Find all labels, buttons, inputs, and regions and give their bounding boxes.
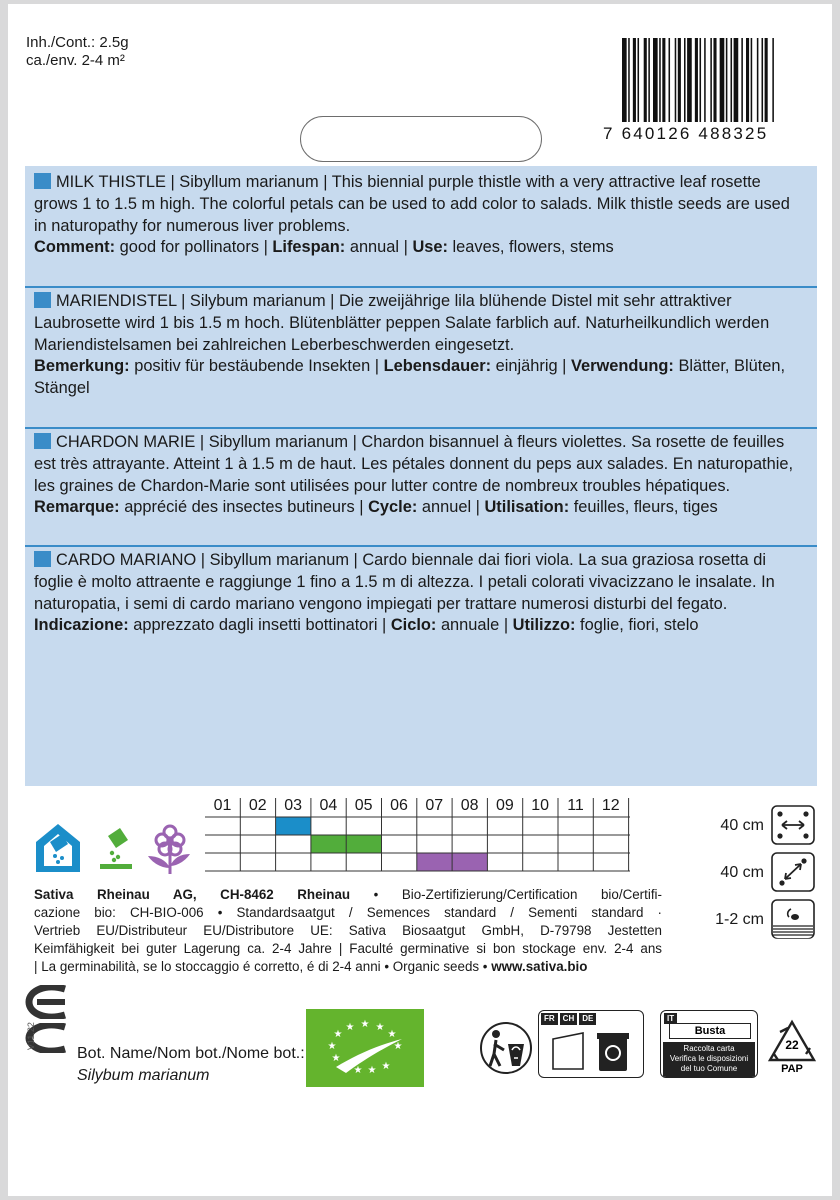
barcode-bar: [746, 38, 749, 122]
section-divider: [25, 545, 817, 547]
description-section: [25, 550, 817, 637]
barcode-bar: [662, 38, 665, 122]
botanical-name-block: [77, 1043, 305, 1087]
barcode-bar: [765, 38, 768, 122]
busta-info: Raccolta carta Verifica le disposizioni del tuo Comune: [663, 1042, 755, 1077]
country-recycling-box: [538, 1010, 644, 1078]
barcode: [620, 38, 820, 122]
barcode-bar: [720, 38, 725, 122]
description-section: [25, 172, 817, 259]
section-marker-icon: [34, 551, 51, 567]
barcode-bar: [695, 38, 698, 122]
calendar-month: 12: [601, 797, 620, 814]
hang-hole: [300, 116, 542, 162]
content-weight: Inh./Cont.: 2.5g: [26, 34, 129, 51]
calendar-month: 10: [531, 797, 550, 814]
barcode-bar: [700, 38, 702, 122]
svg-text:★: ★: [331, 1053, 341, 1064]
section-marker-icon: [34, 292, 51, 308]
pap-label: PAP: [781, 1063, 803, 1075]
description-line: foglie è molto attraente e raggiunge 1 fino a 1.5 m di altezza. I petali colorati vivacizzano le insalate. In: [34, 572, 775, 591]
calendar-mark-outdoor-sowing: [346, 835, 381, 853]
country-tag-it: IT: [664, 1013, 677, 1024]
calendar-mark-outdoor-sowing: [311, 835, 346, 853]
country-tag-de: DE: [579, 1013, 596, 1025]
description-line: MILK THISTLE | Sibyllum marianum | This biennial purple thistle with a very attractive leaf rosette: [34, 172, 807, 194]
barcode-bar: [678, 38, 681, 122]
svg-text:★: ★: [327, 1041, 337, 1052]
calendar-month: 09: [495, 797, 514, 814]
description-panel: [25, 166, 817, 786]
barcode-number: 7 640126 488325: [603, 124, 769, 143]
section-marker-icon: [34, 433, 51, 449]
flower-icon: [142, 820, 194, 876]
calendar-month: 06: [390, 797, 408, 814]
legal-line: Vertrieb EU/Distributeur EU/Distributore UE: Sativa Biosaatgut GmbH, D-79798 Jestetten: [34, 923, 662, 938]
barcode-bar: [675, 38, 677, 122]
details-line: Indicazione: apprezzato dagli insetti bottinatori | Ciclo: annuale | Utilizzo: foglie, fiori, stelo: [34, 616, 699, 635]
barcode-bar: [644, 38, 647, 122]
sowing-depth: 1-2 cm: [715, 911, 764, 928]
barcode-bar: [741, 38, 743, 122]
website-link[interactable]: www.sativa.bio: [491, 959, 588, 974]
barcode-bar: [751, 38, 753, 122]
country-tag-ch: CH: [560, 1013, 578, 1025]
e-mark-icon: [25, 985, 71, 1019]
recycle-person-icon: [478, 1020, 534, 1076]
barcode-bar: [633, 38, 636, 122]
svg-text:★: ★: [387, 1029, 397, 1040]
svg-text:★: ★: [393, 1041, 403, 1052]
row-distance-icon: [771, 805, 815, 845]
indoor-sowing-icon: [32, 820, 84, 876]
description-section: [25, 291, 817, 400]
svg-text:★: ★: [333, 1029, 343, 1040]
calendar-month: 05: [354, 797, 373, 814]
barcode-bar: [687, 38, 692, 122]
plant-distance-icon: [771, 852, 815, 892]
package-info: [26, 33, 129, 71]
barcode-bar: [669, 38, 671, 122]
svg-text:★: ★: [360, 1019, 370, 1030]
italy-recycling-box: [660, 1010, 758, 1078]
description-line: CARDO MARIANO | Sibyllum marianum | Cardo biennale dai fiori viola. La sua graziosa rosetta di: [34, 550, 807, 572]
description-line: est très attrayante. Atteint 1 à 1.5 m de haut. Les pétales donnent du peps aux salades. En naturopathie,: [34, 454, 794, 473]
pap-number: 22: [785, 1038, 799, 1052]
details-line: Remarque: apprécié des insectes butineurs | Cycle: annuel | Utilisation: feuilles, fleurs, tiges: [34, 498, 718, 517]
busta-title: Busta: [669, 1023, 751, 1039]
section-divider: [25, 427, 817, 429]
barcode-bar: [757, 38, 759, 122]
svg-text:★: ★: [375, 1022, 385, 1033]
legal-line: cazione bio: CH-BIO-006 • Standardsaatgut / Semences standard / Sementi standard ·: [34, 905, 662, 920]
coverage-area: ca./env. 2-4 m²: [26, 52, 125, 69]
calendar-month: 03: [284, 797, 302, 814]
description-line: MARIENDISTEL | Silybum marianum | Die zweijährige lila blühende Distel mit sehr attraktiver: [34, 291, 807, 313]
barcode-bar: [762, 38, 764, 122]
barcode-bar: [653, 38, 658, 122]
calendar-month: 02: [248, 797, 267, 814]
description-line: Laubrosette wird 1 bis 1.5 m hoch. Blütenblätter peppen Salate farblich auf. Naturheilkundlich werden: [34, 313, 770, 332]
section-divider: [25, 286, 817, 288]
calendar-mark-flowering: [417, 853, 452, 871]
description-line: in naturopathy for numerous liver problems.: [34, 216, 351, 235]
barcode-bar: [726, 38, 728, 122]
company-name: Sativa Rheinau AG, CH-8462 Rheinau: [34, 887, 351, 902]
description-line: naturopatia, i semi di cardo mariano vengono impiegati per trattare numerosi disturbi del fegato.: [34, 594, 728, 613]
barcode-bar: [731, 38, 733, 122]
description-line: grows 1 to 1.5 m high. The colorful petals can be used to add color to salads. Milk thistle seeds are used: [34, 194, 790, 213]
plant-distance: 40 cm: [720, 864, 764, 881]
botanical-name: Silybum marianum: [77, 1067, 210, 1084]
svg-text:★: ★: [381, 1061, 391, 1072]
details-line: Bemerkung: positiv für bestäubende Insekten | Lebensdauer: einjährig | Verwendung: Blätter, Blüten,: [34, 357, 786, 376]
svg-text:★: ★: [367, 1065, 377, 1076]
version-code: V11.22: [26, 1022, 36, 1050]
envelope-icon: [551, 1031, 585, 1071]
barcode-bar: [638, 38, 640, 122]
section-marker-icon: [34, 173, 51, 189]
barcode-bar: [684, 38, 686, 122]
barcode-bar: [628, 38, 630, 122]
details-line: Comment: good for pollinators | Lifespan: annual | Use: leaves, flowers, stems: [34, 238, 614, 257]
description-line: CHARDON MARIE | Sibyllum marianum | Chardon bisannuel à fleurs violettes. Sa rosette de feuilles: [34, 432, 807, 454]
description-section: [25, 432, 817, 519]
barcode-bar: [734, 38, 739, 122]
legal-line: Keimfähigkeit bei guter Lagerung ca. 2-4 Jahre | Faculté germinative si bon stockage env. 2-4 ans: [34, 941, 662, 956]
row-distance: 40 cm: [720, 817, 764, 834]
paper-bin-icon: [595, 1029, 631, 1073]
calendar-month: 07: [425, 797, 444, 814]
barcode-bar: [622, 38, 627, 122]
description-line: Mariendistelsamen bei zahlreichen Leberbeschwerden eingesetzt.: [34, 335, 515, 354]
calendar-month: 01: [213, 797, 232, 814]
sowing-depth-icon: [771, 899, 815, 939]
country-tag-fr: FR: [541, 1013, 558, 1025]
barcode-bar: [704, 38, 706, 122]
calendar-month: 08: [460, 797, 479, 814]
legal-line: | La germinabilità, se lo stoccaggio é corretto, é di 2-4 anni • Organic seeds •: [34, 959, 492, 974]
legal-info: Sativa Rheinau AG, CH-8462 Rheinau • Bio-Zertifizierung/Certification bio/Certifi- cazione bio: CH-BIO-006 • Standardsaatgut / Semences standard / Sementi standard · Vertrieb EU/Distributeur EU/Distributore UE: Sativa Biosaatgut GmbH, D-79798 Jestetten Keimfähigkeit bei guter Lagerung ca. 2-4 Jahre | Faculté germinative si bon stockage env. 2-4 ans | La germinabilità, se lo stoccaggio é corretto, é di 2-4 anni • Organic seeds • www.sativa.bio: [34, 887, 662, 974]
calendar-grid: [205, 796, 630, 876]
barcode-bar: [659, 38, 661, 122]
description-line: les graines de Chardon-Marie sont utilisées pour lutter contre de nombreux troubles hépatiques.: [34, 476, 731, 495]
outdoor-sowing-icon: [98, 826, 134, 870]
calendar-month: 04: [319, 797, 338, 814]
barcode-bar: [772, 38, 774, 122]
calendar-month: 11: [567, 797, 584, 814]
svg-text:★: ★: [353, 1065, 363, 1076]
barcode-bar: [648, 38, 650, 122]
calendar-mark-flowering: [452, 853, 487, 871]
details-line: Stängel: [34, 379, 90, 398]
calendar-mark-indoor-sowing: [276, 817, 311, 835]
botanical-label: Bot. Name/Nom bot./Nome bot.:: [77, 1045, 305, 1062]
svg-text:★: ★: [345, 1022, 355, 1033]
barcode-bar: [713, 38, 716, 122]
eu-organic-logo: [306, 1009, 424, 1087]
barcode-bar: [710, 38, 712, 122]
